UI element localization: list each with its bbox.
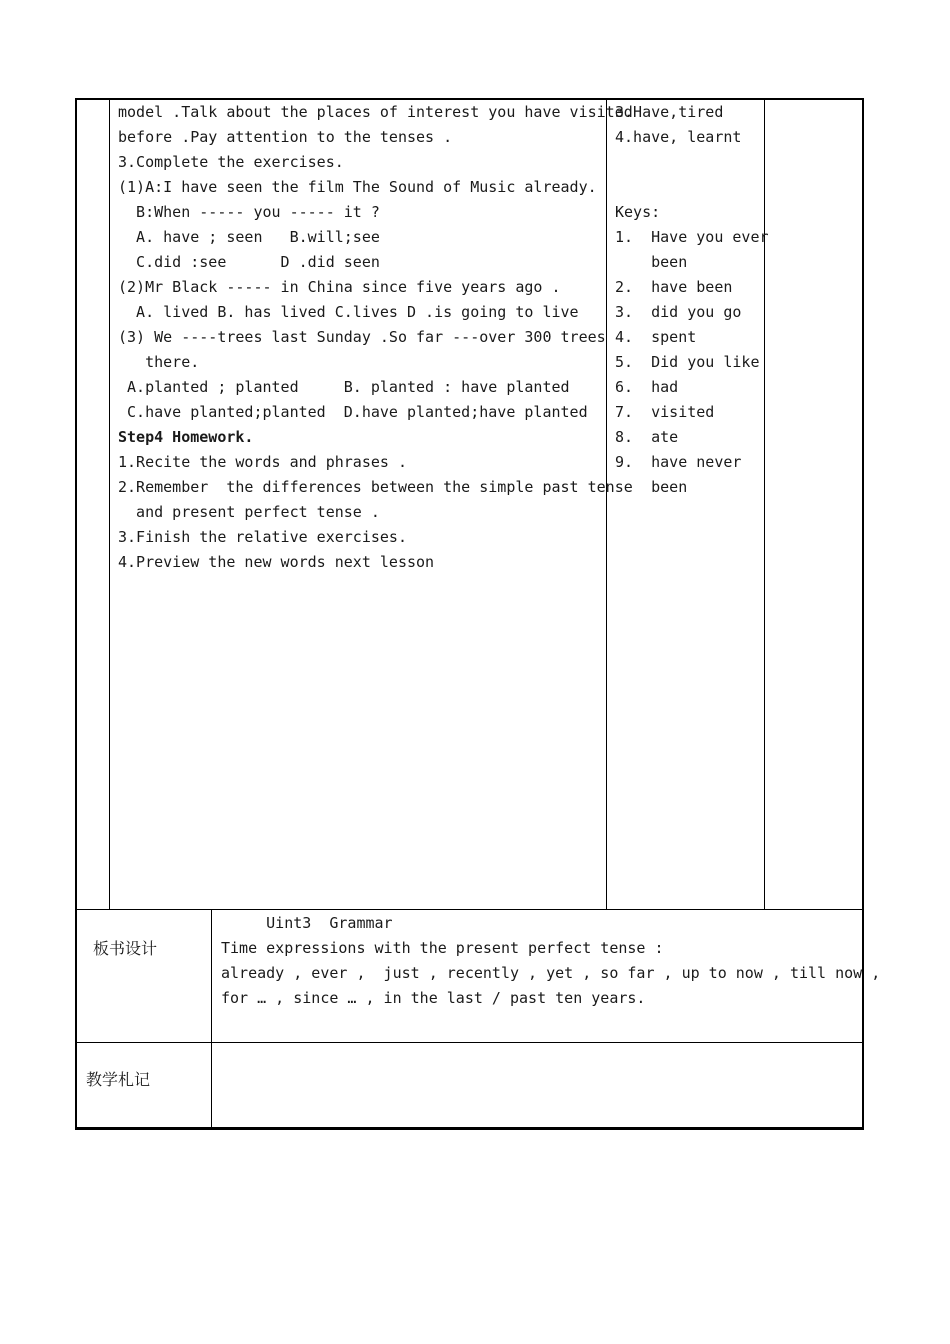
answer-key-9: 9. have never (615, 453, 742, 471)
main-line-19: 4.Preview the new words next lesson (118, 553, 435, 571)
answer-key-3: 3. did you go (615, 303, 742, 321)
main-line-8: (2)Mr Black ----- in China since five years ago . (118, 278, 561, 296)
board-line-2: Time expressions with the present perfect tense : (221, 939, 664, 957)
main-line-3: 3.Complete the exercises. (118, 153, 344, 171)
row-divider-1 (76, 909, 864, 910)
board-line-1: Uint3 Grammar (221, 914, 393, 932)
table-bottom-border (75, 1127, 864, 1130)
upper-col-divider-1 (109, 98, 110, 909)
main-line-7: C.did :see D .did seen (118, 253, 380, 271)
main-line-9: A. lived B. has lived C.lives D .is going to live (118, 303, 579, 321)
answer-key-1-cont: been (615, 253, 688, 271)
answer-key-5: 5. Did you like (615, 353, 760, 371)
answer-key-4: 4. spent (615, 328, 697, 346)
main-line-11: there. (118, 353, 200, 371)
teaching-notes-cell[interactable] (213, 1044, 861, 1126)
main-line-1: model .Talk about the places of interest you have visited (118, 103, 633, 121)
keys-heading: Keys: (615, 203, 661, 221)
board-design-label: 板书设计 (93, 939, 158, 958)
answer-line-2: 4.have, learnt (615, 128, 742, 146)
upper-col-divider-2 (606, 98, 607, 909)
teaching-notes-label: 教学札记 (86, 1070, 151, 1089)
main-line-12: A.planted ; planted B. planted : have planted (118, 378, 570, 396)
lower-col-divider (211, 909, 212, 1129)
board-line-3: already , ever , just , recently , yet , so far , up to now , till now , (221, 964, 881, 982)
main-line-4: (1)A:I have seen the film The Sound of Music already. (118, 178, 597, 196)
homework-heading: Step4 Homework. (118, 428, 254, 446)
board-line-4: for … , since … , in the last / past ten years. (221, 989, 646, 1007)
row-divider-2 (76, 1042, 864, 1043)
main-line-5: B:When ----- you ----- it ? (118, 203, 380, 221)
answer-key-1: 1. Have you ever (615, 228, 769, 246)
upper-col-divider-3 (764, 98, 765, 909)
answer-key-7: 7. visited (615, 403, 715, 421)
main-line-15: 1.Recite the words and phrases . (118, 453, 407, 471)
main-line-16: 2.Remember the differences between the simple past tense (118, 478, 633, 496)
answer-key-2: 2. have been (615, 278, 733, 296)
answer-line-1: 3.Have,tired (615, 103, 724, 121)
main-line-6: A. have ; seen B.will;see (118, 228, 380, 246)
main-line-10: (3) We ----trees last Sunday .So far ---over 300 trees (118, 328, 606, 346)
answer-key-9-cont: been (615, 478, 688, 496)
table-left-border (75, 98, 77, 1130)
main-line-17: and present perfect tense . (118, 503, 380, 521)
answer-key-8: 8. ate (615, 428, 679, 446)
main-line-18: 3.Finish the relative exercises. (118, 528, 407, 546)
main-line-2: before .Pay attention to the tenses . (118, 128, 453, 146)
main-line-13: C.have planted;planted D.have planted;have planted (118, 403, 588, 421)
answer-key-6: 6. had (615, 378, 679, 396)
